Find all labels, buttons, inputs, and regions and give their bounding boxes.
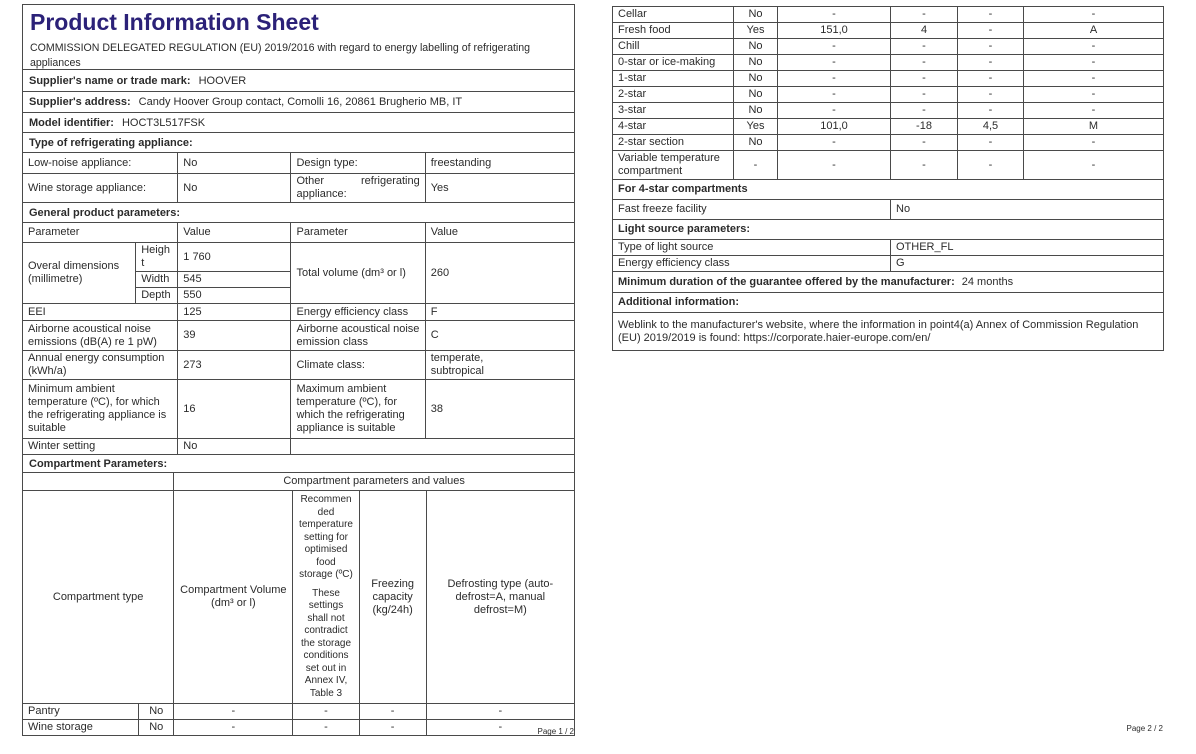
defrost-cell: - bbox=[426, 720, 574, 736]
param-value-cell: No bbox=[178, 439, 291, 455]
temp-cell: - bbox=[891, 135, 958, 151]
compartment-name-cell: 3-star bbox=[613, 103, 734, 119]
span-header-cell: Compartment parameters and values bbox=[174, 473, 575, 491]
page-1 bbox=[22, 4, 575, 736]
page-2 bbox=[612, 6, 1164, 733]
climate-class-value: temperate, subtropical bbox=[430, 352, 484, 377]
compartment-name-cell: 2-star bbox=[613, 87, 734, 103]
volume-cell: - bbox=[778, 7, 891, 23]
param-label-cell: Type of light source bbox=[613, 240, 891, 256]
winter-setting-table bbox=[22, 438, 575, 455]
table-row bbox=[613, 256, 1164, 272]
temp-cell: - bbox=[891, 7, 958, 23]
section-heading-four-star: For 4-star compartments bbox=[613, 180, 1164, 200]
compartment-name-cell: Chill bbox=[613, 39, 734, 55]
param-value-cell: freestanding bbox=[425, 153, 574, 174]
param-label-cell: Winter setting bbox=[23, 439, 178, 455]
supplier-name-value: HOOVER bbox=[198, 74, 247, 87]
compartment-table-continued bbox=[612, 6, 1164, 351]
column-header-freezing: Freezing capacity (kg/24h) bbox=[359, 491, 426, 704]
defrost-cell: - bbox=[1024, 103, 1164, 119]
param-label-cell: Airborne acoustical noise emissions (dB(A) re 1 pW) bbox=[23, 321, 178, 351]
present-cell: No bbox=[139, 704, 174, 720]
regulation-subtitle: COMMISSION DELEGATED REGULATION (EU) 2019/2016 with regard to energy labelling of refrigerating appliances bbox=[30, 42, 531, 69]
dimension-value-cell: 1 760 bbox=[178, 243, 291, 272]
total-volume-label-cell: Total volume (dm³ or l) bbox=[291, 243, 425, 304]
defrost-cell: - bbox=[1024, 71, 1164, 87]
param-label-cell: Maximum ambient temperature (ºC), for which the refrigerating appliance is suitable bbox=[291, 380, 425, 439]
param-value-cell: 39 bbox=[178, 321, 291, 351]
compartment-name-cell: Fresh food bbox=[613, 23, 734, 39]
defrost-cell: - bbox=[1024, 7, 1164, 23]
param-value-cell: F bbox=[425, 304, 574, 321]
dimension-value-cell: 545 bbox=[178, 272, 291, 288]
freezing-cell: - bbox=[958, 23, 1024, 39]
param-value-cell: OTHER_FL bbox=[891, 240, 1164, 256]
param-value-cell: 125 bbox=[178, 304, 291, 321]
compartment-table bbox=[22, 472, 575, 736]
volume-cell: - bbox=[778, 135, 891, 151]
section-heading-compartments: Compartment Parameters: bbox=[22, 454, 575, 473]
column-header-cell: Value bbox=[178, 223, 291, 243]
param-value-cell: 273 bbox=[178, 351, 291, 380]
param-label-cell: Climate class: bbox=[291, 351, 425, 380]
table-row bbox=[613, 220, 1164, 240]
page-number: Page 1 / 2 bbox=[537, 727, 574, 736]
param-value-cell: Yes bbox=[425, 174, 574, 203]
param-label-cell: Energy efficiency class bbox=[291, 304, 425, 321]
param-value-cell: No bbox=[891, 200, 1164, 220]
freezing-cell: - bbox=[359, 720, 426, 736]
guarantee-label: Minimum duration of the guarantee offered by the manufacturer: bbox=[618, 275, 955, 288]
column-header-volume: Compartment Volume (dm³ or l) bbox=[174, 491, 293, 704]
compartment-name-cell: Pantry bbox=[23, 704, 139, 720]
temp-cell: - bbox=[293, 720, 359, 736]
table-row bbox=[613, 200, 1164, 220]
column-header-cell: Parameter bbox=[291, 223, 425, 243]
section-heading-additional-info: Additional information: bbox=[613, 293, 1164, 313]
model-identifier-label: Model identifier: bbox=[29, 116, 114, 129]
table-row bbox=[23, 223, 575, 243]
defrost-cell: - bbox=[1024, 87, 1164, 103]
param-value-cell: C bbox=[425, 321, 574, 351]
column-header-compartment-type: Compartment type bbox=[23, 491, 174, 704]
compartment-name-cell: Variable temperature compartment bbox=[613, 151, 734, 180]
table-row bbox=[23, 351, 575, 380]
model-identifier-value: HOCT3L517FSK bbox=[121, 116, 206, 129]
param-label-cell: Minimum ambient temperature (ºC), for which the refrigerating appliance is suitable bbox=[23, 380, 178, 439]
table-row bbox=[23, 720, 575, 736]
recommended-temp-text: Recommended temperature setting for optimised food storage (ºC) bbox=[299, 494, 353, 580]
supplier-name-row bbox=[22, 69, 575, 92]
defrost-cell: - bbox=[1024, 151, 1164, 180]
param-label-cell: Fast freeze facility bbox=[613, 200, 891, 220]
table-row bbox=[23, 491, 575, 704]
section-heading-light-source: Light source parameters: bbox=[613, 220, 1164, 240]
present-cell: No bbox=[734, 71, 778, 87]
param-label-cell: Other refrigerating appliance: bbox=[291, 174, 425, 203]
table-row bbox=[613, 272, 1164, 293]
type-table bbox=[22, 152, 575, 203]
volume-cell: 101,0 bbox=[778, 119, 891, 135]
dimension-sub-label-cell: Height bbox=[136, 243, 178, 272]
temp-cell: - bbox=[293, 704, 359, 720]
present-cell: No bbox=[734, 39, 778, 55]
section-heading-type: Type of refrigerating appliance: bbox=[22, 132, 575, 153]
volume-cell: - bbox=[778, 87, 891, 103]
table-row bbox=[613, 180, 1164, 200]
temp-cell: -18 bbox=[891, 119, 958, 135]
compartment-name-cell: Cellar bbox=[613, 7, 734, 23]
guarantee-value: 24 months bbox=[961, 275, 1014, 288]
temp-cell: - bbox=[891, 87, 958, 103]
dimension-sub-label-cell: Width bbox=[136, 272, 178, 288]
temp-cell: - bbox=[891, 39, 958, 55]
param-label-cell: Annual energy consumption (kWh/a) bbox=[23, 351, 178, 380]
present-cell: No bbox=[734, 135, 778, 151]
supplier-address-value: Candy Hoover Group contact, Comolli 16, 20861 Brugherio MB, IT bbox=[138, 96, 463, 108]
param-value-cell bbox=[425, 351, 574, 380]
table-row bbox=[23, 321, 575, 351]
guarantee-cell bbox=[613, 272, 1164, 293]
present-cell: Yes bbox=[734, 23, 778, 39]
present-cell: No bbox=[734, 87, 778, 103]
column-header-cell: Value bbox=[425, 223, 574, 243]
param-value-cell: G bbox=[891, 256, 1164, 272]
compartment-name-cell: 2-star section bbox=[613, 135, 734, 151]
param-label-cell: Design type: bbox=[291, 153, 425, 174]
title-block bbox=[22, 4, 575, 70]
table-row bbox=[613, 87, 1164, 103]
table-row bbox=[613, 71, 1164, 87]
volume-cell: 151,0 bbox=[778, 23, 891, 39]
table-row bbox=[23, 153, 575, 174]
defrost-cell: M bbox=[1024, 119, 1164, 135]
column-header-cell: Parameter bbox=[23, 223, 178, 243]
table-row bbox=[23, 174, 575, 203]
param-label-cell: EEI bbox=[23, 304, 178, 321]
column-header-defrost: Defrosting type (auto-defrost=A, manual defrost=M) bbox=[426, 491, 574, 704]
freezing-cell: - bbox=[958, 103, 1024, 119]
defrost-cell: - bbox=[1024, 39, 1164, 55]
page-number: Page 2 / 2 bbox=[1126, 724, 1163, 733]
compartment-name-cell: 1-star bbox=[613, 71, 734, 87]
defrost-cell: A bbox=[1024, 23, 1164, 39]
table-row bbox=[613, 39, 1164, 55]
table-row bbox=[613, 55, 1164, 71]
table-row bbox=[613, 293, 1164, 313]
volume-cell: - bbox=[778, 71, 891, 87]
general-params-table bbox=[22, 303, 575, 439]
compartment-name-cell: Wine storage bbox=[23, 720, 139, 736]
param-value-cell: 16 bbox=[178, 380, 291, 439]
supplier-address-label: Supplier's address: bbox=[29, 96, 131, 108]
param-label-cell: Energy efficiency class bbox=[613, 256, 891, 272]
defrost-cell: - bbox=[1024, 55, 1164, 71]
table-row bbox=[613, 23, 1164, 39]
freezing-cell: - bbox=[958, 39, 1024, 55]
dimension-sub-label-cell: Depth bbox=[136, 288, 178, 304]
param-value-cell: No bbox=[178, 174, 291, 203]
param-label-cell: Low-noise appliance: bbox=[23, 153, 178, 174]
model-identifier-row bbox=[22, 112, 575, 133]
dimensions-table bbox=[22, 242, 575, 304]
table-row bbox=[613, 151, 1164, 180]
param-label-cell: Airborne acoustical noise emission class bbox=[291, 321, 425, 351]
empty-cell bbox=[291, 439, 575, 455]
table-row bbox=[613, 7, 1164, 23]
freezing-cell: - bbox=[958, 55, 1024, 71]
table-row bbox=[23, 704, 575, 720]
table-row bbox=[613, 313, 1164, 351]
empty-cell bbox=[23, 473, 174, 491]
present-cell: No bbox=[734, 55, 778, 71]
param-value-cell: 38 bbox=[425, 380, 574, 439]
freezing-cell: - bbox=[958, 135, 1024, 151]
volume-cell: - bbox=[778, 103, 891, 119]
dimension-value-cell: 550 bbox=[178, 288, 291, 304]
present-cell: No bbox=[734, 7, 778, 23]
temp-cell: 4 bbox=[891, 23, 958, 39]
supplier-name-label: Supplier's name or trade mark: bbox=[29, 74, 191, 87]
freezing-cell: 4,5 bbox=[958, 119, 1024, 135]
temp-cell: - bbox=[891, 151, 958, 180]
table-row bbox=[23, 473, 575, 491]
dimensions-label-cell: Overal dimensions (millimetre) bbox=[23, 243, 136, 304]
table-row bbox=[23, 243, 575, 272]
freezing-cell: - bbox=[958, 87, 1024, 103]
defrost-cell: - bbox=[1024, 135, 1164, 151]
table-row bbox=[613, 119, 1164, 135]
volume-cell: - bbox=[778, 151, 891, 180]
table-row bbox=[613, 135, 1164, 151]
present-cell: No bbox=[734, 103, 778, 119]
total-volume-value-cell: 260 bbox=[425, 243, 574, 304]
section-heading-general: General product parameters: bbox=[22, 202, 575, 223]
table-row bbox=[613, 103, 1164, 119]
freezing-cell: - bbox=[958, 151, 1024, 180]
freezing-cell: - bbox=[958, 7, 1024, 23]
volume-cell: - bbox=[174, 720, 293, 736]
param-value-cell: No bbox=[178, 153, 291, 174]
page-title: Product Information Sheet bbox=[30, 9, 319, 35]
general-params-header bbox=[22, 222, 575, 243]
freezing-cell: - bbox=[359, 704, 426, 720]
table-row bbox=[613, 240, 1164, 256]
compartment-name-cell: 0-star or ice-making bbox=[613, 55, 734, 71]
freezing-cell: - bbox=[958, 71, 1024, 87]
present-cell: No bbox=[139, 720, 174, 736]
temp-cell: - bbox=[891, 71, 958, 87]
column-header-temperature bbox=[293, 491, 359, 704]
volume-cell: - bbox=[778, 55, 891, 71]
volume-cell: - bbox=[778, 39, 891, 55]
temp-cell: - bbox=[891, 103, 958, 119]
compartment-name-cell: 4-star bbox=[613, 119, 734, 135]
param-label-cell: Wine storage appliance: bbox=[23, 174, 178, 203]
recommended-temp-note: These settings shall not contradict the storage conditions set out in Annex IV, Table 3 bbox=[300, 587, 352, 699]
volume-cell: - bbox=[174, 704, 293, 720]
weblink-text: Weblink to the manufacturer's website, where the information in point4(a) Annex of Commission Regulation (EU) 2019/2019 is found: https://corporate.haier-europe.com/en/ bbox=[613, 313, 1164, 351]
temp-cell: - bbox=[891, 55, 958, 71]
present-cell: Yes bbox=[734, 119, 778, 135]
defrost-cell: - bbox=[426, 704, 574, 720]
present-cell: - bbox=[734, 151, 778, 180]
table-row bbox=[23, 380, 575, 439]
supplier-address-row bbox=[22, 91, 575, 113]
table-row bbox=[23, 439, 575, 455]
table-row bbox=[23, 304, 575, 321]
